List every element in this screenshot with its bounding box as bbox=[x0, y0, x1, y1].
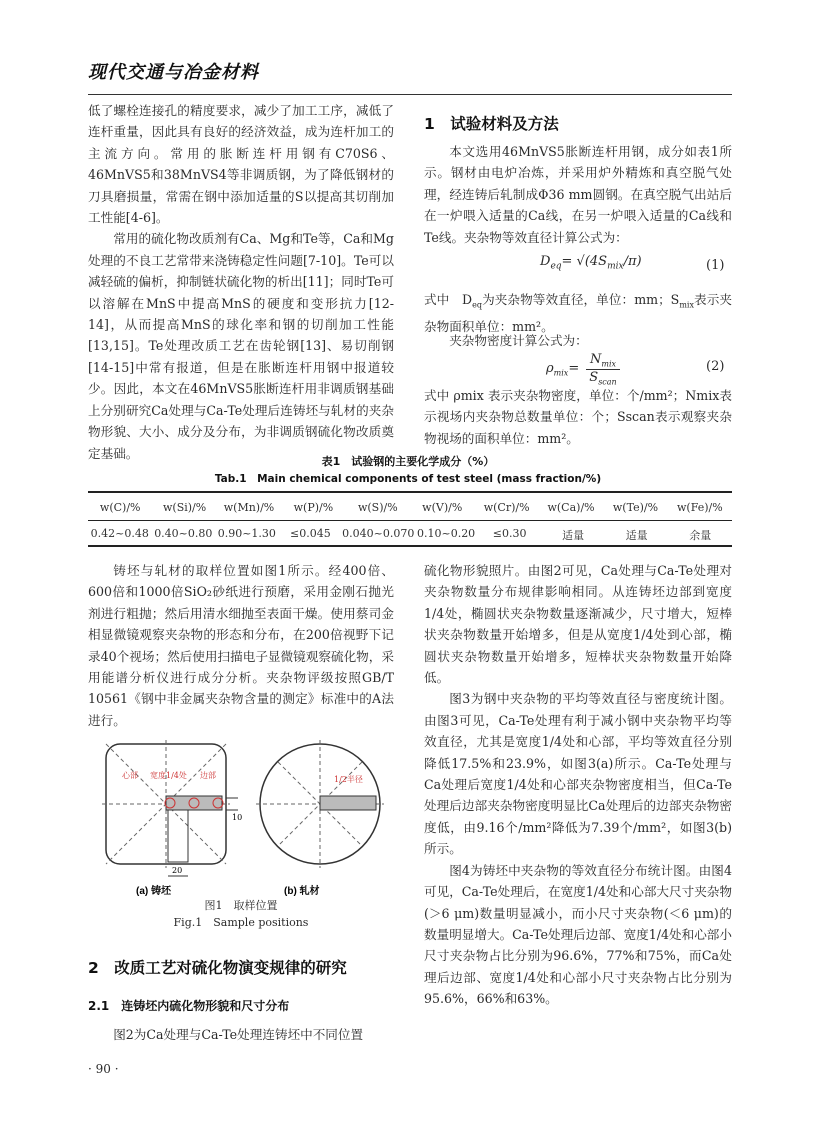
eq2-S: S bbox=[589, 370, 599, 385]
table-top-rule bbox=[88, 491, 732, 493]
dim-20: 20 bbox=[172, 866, 183, 875]
section-1-title: 1 试验材料及方法 bbox=[424, 115, 559, 133]
fig1a-label: (a) 铸坯 bbox=[136, 886, 171, 897]
table-header-cell: w(Ca)/% bbox=[547, 501, 595, 514]
table-header-cell: w(Cr)/% bbox=[483, 501, 530, 514]
where1-b: 为夹杂物等效直径，单位：mm；S bbox=[482, 292, 680, 307]
paragraph: 夹杂物密度计算公式为： bbox=[449, 333, 588, 348]
dim-10: 10 bbox=[232, 813, 243, 822]
table-value-cell: 0.90~1.30 bbox=[217, 527, 276, 540]
section-2-title: 2 改质工艺对硫化物演变规律的研究 bbox=[88, 959, 347, 977]
table-value-cell: 0.42~0.48 bbox=[90, 527, 149, 540]
billet-sample-block bbox=[168, 810, 188, 862]
table-header-cell: w(Mn)/% bbox=[223, 501, 275, 514]
bar-sample-strip bbox=[320, 796, 376, 810]
table-value-cell: 余量 bbox=[689, 529, 712, 542]
where1-sub: eq bbox=[472, 300, 482, 310]
paragraph: 图3为钢中夹杂物的平均等效直径与密度统计图。由图3可见，Ca-Te处理有利于减小钢中夹杂物平均等效直径，尤其是宽度1/4处和心部，平均等效直径分别降低17.5%和23.9%，如图3(a)所示。Ca-Te处理与Ca处理后宽度1/4处和心部夹杂物密度相当，但Ca-Te处理后边部夹杂物密度明显比Ca处理后的边部夹杂物密度低，由9.16个/mm²降低为7.39个/mm²，如图3(b)所示。 bbox=[424, 691, 732, 857]
paragraph: 式中 ρmix 表示夹杂物密度，单位：个/mm²；Nmix表示视场内夹杂物总数量单位：个；Sscan表示观察夹杂物视场的面积单位：mm²。 bbox=[424, 388, 732, 446]
figure-1-sample-positions bbox=[88, 736, 394, 912]
eq2-N: N bbox=[589, 352, 602, 367]
table-value-cell: 适量 bbox=[562, 529, 585, 542]
header-rule bbox=[88, 94, 732, 95]
table-header-cell: w(C)/% bbox=[99, 501, 141, 514]
section-1-para2 bbox=[424, 330, 732, 351]
figure-caption-cn: 图1 取样位置 bbox=[204, 899, 278, 912]
eq1-rhs: = √(4S bbox=[561, 254, 608, 269]
where1-a: 式中 D bbox=[424, 292, 473, 307]
eq1-rhs-sub: mix bbox=[607, 261, 624, 272]
eq2-rho: ρ bbox=[546, 361, 554, 376]
subsection-2-1-title: 2.1 连铸坯内硫化物形貌和尺寸分布 bbox=[88, 999, 290, 1013]
equation-2-number: (2) bbox=[706, 359, 725, 374]
table-value-cell: ≤0.30 bbox=[492, 527, 527, 540]
label-quarter: 宽度1/4处 bbox=[150, 771, 187, 780]
table-value-cell: 0.10~0.20 bbox=[416, 527, 476, 540]
left-column-top bbox=[88, 100, 394, 464]
table-header-cell: w(S)/% bbox=[357, 501, 398, 514]
paragraph: 本文选用46MnVS5胀断连杆用钢，成分如表1所示。钢材由电炉冶炼，并采用炉外精炼和真空脱气处理，经连铸后轧制成Φ36 mm圆钢。在真空脱气出站后在一炉喂入适量的Ca线，在另一炉喂入适量的Ca线和Te线。夹杂物等效直径计算公式为： bbox=[424, 144, 732, 245]
eq2-S-sub: scan bbox=[598, 377, 617, 387]
eq1-lhs: D bbox=[540, 254, 551, 269]
table-header-row bbox=[88, 501, 732, 514]
table-header-cell: w(Te)/% bbox=[612, 501, 659, 514]
right-column-bottom bbox=[424, 560, 732, 1010]
section-2-para bbox=[88, 1024, 394, 1045]
figure-caption-en: Fig.1 Sample positions bbox=[173, 916, 309, 929]
paragraph: 铸坯与轧材的取样位置如图1所示。经400倍、600倍和1000倍SiO₂砂纸进行预磨，采用金刚石抛光剂进行粗抛；然后用清水细抛至表面干燥。使用蔡司金相显微镜观察夹杂物的形态和分布，在200倍视野下记录40个视场；然后使用扫描电子显微镜观察硫化物，采用能谱分析仪进行成分分析。夹杂物评级按照GB/T 10561《钢中非金属夹杂物含量的测定》标准中的A法进行。 bbox=[88, 563, 394, 728]
table-header-cell: w(P)/% bbox=[293, 501, 334, 514]
paragraph: 低了螺栓连接孔的精度要求，减少了加工工序，减低了连杆重量，因此具有良好的经济效益，成为连杆加工的主流方向。常用的胀断连杆用钢有C70S6、46MnVS5和38MnVS4等非调质钢，为了降低钢材的刀具磨损量，常需在钢中添加适量的S以提高其切削加工性能[4-6]。 bbox=[88, 103, 394, 226]
eq2-numerator bbox=[586, 352, 620, 370]
table-caption-en: Tab.1 Main chemical components of test steel (mass fraction/%) bbox=[214, 473, 602, 485]
fig1b-label: (b) 轧材 bbox=[284, 886, 320, 897]
table-mid-rule bbox=[88, 520, 732, 521]
where1-c: 表示夹杂物面积单位：mm²。 bbox=[424, 292, 732, 334]
eq2-rho-sub: mix bbox=[553, 368, 569, 378]
label-half-radius: 1/2半径 bbox=[334, 775, 363, 784]
page-number: · 90 · bbox=[88, 1062, 119, 1076]
table-header-cell: w(V)/% bbox=[422, 501, 463, 514]
eq1-lhs-sub: eq bbox=[550, 261, 562, 272]
where-2 bbox=[424, 385, 732, 449]
label-center: 心部 bbox=[122, 771, 138, 780]
table-value-row bbox=[88, 527, 732, 543]
paragraph: 图4为铸坯中夹杂物的等效直径分布统计图。由图4可见，Ca-Te处理后，在宽度1/4处和心部大尺寸夹杂物(＞6 μm)数量明显减小，而小尺寸夹杂物(＜6 μm)的数量明显增大。Ca-Te处理后边部、宽度1/4处和心部小尺寸夹杂物占比分别为96.6%，77%和75%，而Ca处理后边部、宽度1/4处和心部小尺寸夹杂物占比分别为95.6%，66%和63%。 bbox=[424, 862, 732, 1007]
label-edge: 边部 bbox=[200, 771, 216, 780]
equation-1-number: (1) bbox=[706, 258, 725, 273]
eq1-rhs-end: /π) bbox=[623, 254, 642, 269]
eq2-N-sub: mix bbox=[601, 359, 617, 369]
table-value-cell: ≤0.045 bbox=[290, 527, 331, 540]
equation-1 bbox=[540, 254, 642, 272]
paragraph: 常用的硫化物改质剂有Ca、Mg和Te等，Ca和Mg处理的不良工艺常带来浇铸稳定性问题[7-10]。Te可以减轻硫的偏析，抑制链状硫化物的析出[11]；同时Te可以溶解在MnS中提高MnS的硬度和变形抗力[12-14]，从而提高MnS的球化率和钢的切削加工性能[13,15]。Te处理改质工艺在齿轮钢[13]、易切削钢[14-15]中常有报道，但是在胀断连杆用钢中报道较少。因此，本文在46MnVS5胀断连杆用非调质钢基础上分别研究Ca处理与Ca-Te处理后连铸坯与轧材的夹杂物形貌、大小、成分及分布，为非调质钢硫化物改质奠定基础。 bbox=[88, 231, 394, 461]
table-value-cell: 0.040~0.070 bbox=[342, 527, 415, 540]
section-1-para1 bbox=[424, 141, 732, 248]
journal-header: 现代交通与冶金材料 bbox=[88, 62, 259, 83]
table-value-cell: 0.40~0.80 bbox=[154, 527, 213, 540]
table-header-cell: w(Fe)/% bbox=[677, 501, 723, 514]
table-caption-cn: 表1 试验钢的主要化学成分（%） bbox=[321, 455, 495, 468]
table-bottom-rule bbox=[88, 545, 732, 547]
paragraph: 图2为Ca处理与Ca-Te处理连铸坯中不同位置 bbox=[113, 1027, 364, 1042]
paragraph: 硫化物形貌照片。由图2可见，Ca处理与Ca-Te处理对夹杂物数量分布规律影响相同。从连铸坯边部到宽度1/4处，椭圆状夹杂物数量逐渐减少，尺寸增大，短棒状夹杂物数量开始增多，但是从宽度1/4处到心部，椭圆状夹杂物数量开始增多，短棒状夹杂物数量开始降低。 bbox=[424, 563, 732, 686]
eq2-lhs: $\rho_{mix}=$ bbox=[546, 361, 580, 378]
table-value-cell: 适量 bbox=[625, 529, 648, 542]
where1-sub2: mix bbox=[679, 300, 694, 310]
table-header-cell: w(Si)/% bbox=[163, 501, 207, 514]
left-column-mid bbox=[88, 560, 394, 731]
